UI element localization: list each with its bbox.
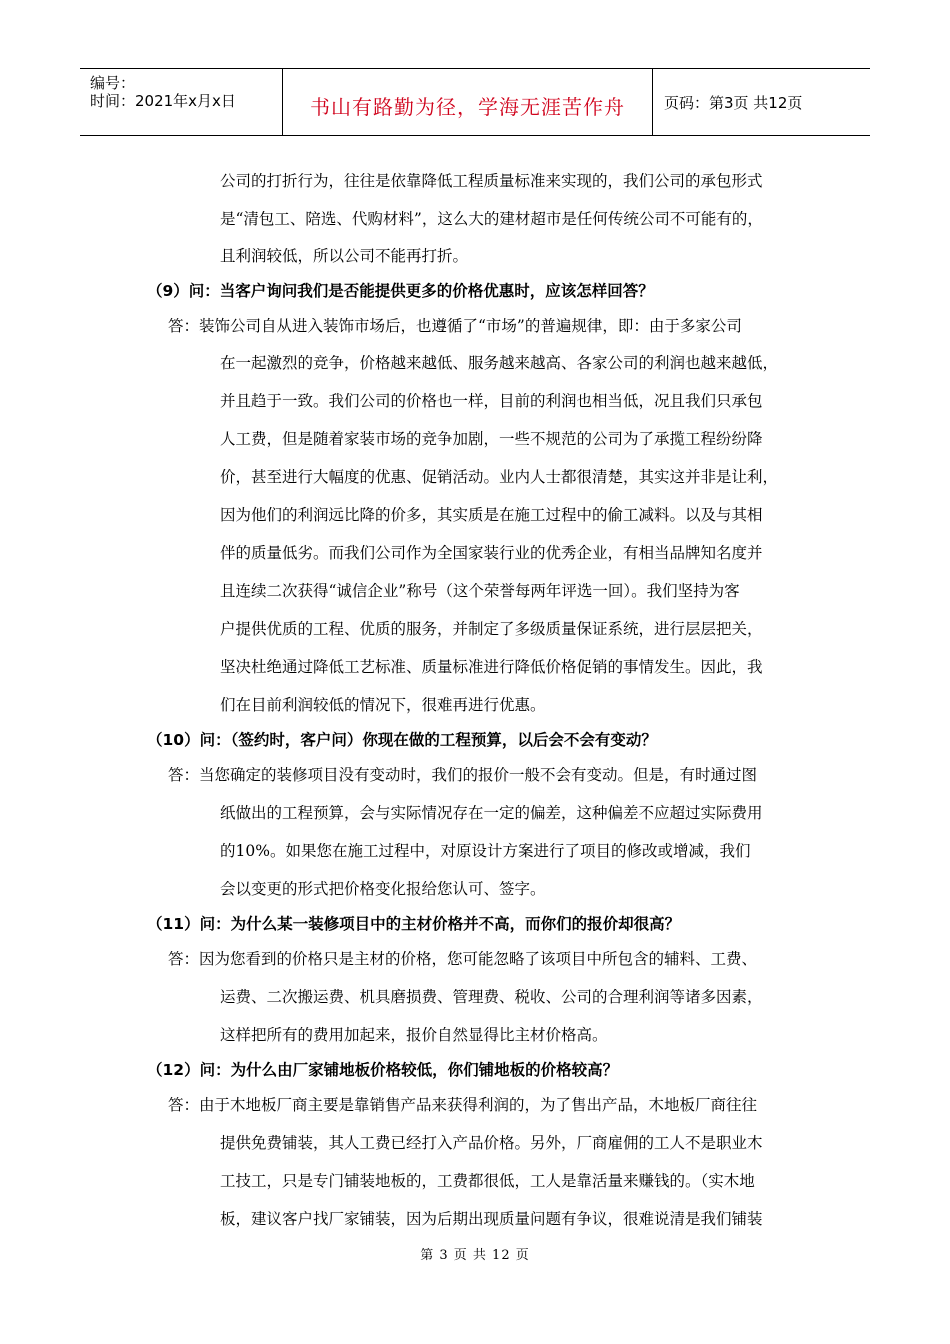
- body-line: 纸做出的工程预算，会与实际情况存在一定的偏差，这种偏差不应超过实际费用: [220, 804, 763, 822]
- body-line: 运费、二次搬运费、机具磨损费、管理费、税收、公司的合理利润等诸多因素，: [220, 988, 763, 1006]
- question-heading: （10）问：（签约时，客户问）你现在做的工程预算，以后会不会有变动？: [147, 731, 657, 749]
- body-line: 提供免费铺装，其人工费已经打入产品价格。另外，厂商雇佣的工人不是职业木: [220, 1134, 763, 1152]
- body-line: 板，建议客户找厂家铺装，因为后期出现质量问题有争议，很难说清是我们铺装: [220, 1210, 763, 1228]
- body-line: 伴的质量低劣。而我们公司作为全国家装行业的优秀企业，有相当品牌知名度并: [220, 544, 763, 562]
- header-meta: [80, 69, 280, 135]
- answer-line: 答：因为您看到的价格只是主材的价格，您可能忽略了该项目中所包含的辅料、工费、: [168, 950, 758, 968]
- question-heading: （11）问：为什么某一装修项目中的主材价格并不高，而你们的报价却很高？: [147, 915, 681, 933]
- body-line: 在一起激烈的竞争，价格越来越低、服务越来越高、各家公司的利润也越来越低，: [220, 354, 779, 372]
- body-line: 因为他们的利润远比降的价多，其实质是在施工过程中的偷工减料。以及与其相: [220, 506, 763, 524]
- body-line: 且连续二次获得“诚信企业”称号（这个荣誉每两年评选一回）。我们坚持为客: [220, 582, 740, 600]
- time-label: 时间：2021年x月x日: [90, 92, 236, 110]
- body-line: 价，甚至进行大幅度的优惠、促销活动。业内人士都很清楚，其实这并非是让利，: [220, 468, 779, 486]
- body-line: 且利润较低，所以公司不能再打折。: [220, 247, 469, 265]
- answer-line: 答：装饰公司自从进入装饰市场后，也遵循了“市场”的普遍规律，即：由于多家公司: [168, 317, 742, 335]
- body-line: 的10%。如果您在施工过程中，对原设计方案进行了项目的修改或增减，我们: [220, 842, 751, 860]
- header-page-info: 页码：第3页 共12页: [664, 93, 803, 112]
- body-line: 坚决杜绝通过降低工艺标准、质量标准进行降低价格促销的事情发生。因此，我: [220, 658, 763, 676]
- header-divider: [652, 69, 653, 135]
- answer-line: 答：由于木地板厂商主要是靠销售产品来获得利润的，为了售出产品，木地板厂商往往: [168, 1096, 758, 1114]
- question-heading: （12）问：为什么由厂家铺地板价格较低，你们铺地板的价格较高？: [147, 1061, 619, 1079]
- body-line: 们在目前利润较低的情况下，很难再进行优惠。: [220, 696, 546, 714]
- answer-line: 答：当您确定的装修项目没有变动时，我们的报价一般不会有变动。但是，有时通过图: [168, 766, 758, 784]
- page-header: [80, 68, 870, 136]
- code-label: 编号：: [90, 74, 136, 92]
- question-heading: （9）问：当客户询问我们是否能提供更多的价格优惠时，应该怎样回答？: [147, 282, 654, 300]
- body-line: 这样把所有的费用加起来，报价自然显得比主材价格高。: [220, 1026, 608, 1044]
- body-line: 并且趋于一致。我们公司的价格也一样，目前的利润也相当低，况且我们只承包: [220, 392, 763, 410]
- body-line: 人工费，但是随着家装市场的竞争加剧，一些不规范的公司为了承揽工程纷纷降: [220, 430, 763, 448]
- header-motto: 书山有路勤为径，学海无涯苦作舟: [310, 94, 625, 119]
- body-line: 公司的打折行为，往往是依靠降低工程质量标准来实现的，我们公司的承包形式: [220, 172, 763, 190]
- body-line: 是“清包工、陪选、代购材料”，这么大的建材超市是任何传统公司不可能有的，: [220, 210, 763, 228]
- body-line: 会以变更的形式把价格变化报给您认可、签字。: [220, 880, 546, 898]
- body-line: 工技工，只是专门铺装地板的，工费都很低，工人是靠活量来赚钱的。（实木地: [220, 1172, 755, 1190]
- body-line: 户提供优质的工程、优质的服务，并制定了多级质量保证系统，进行层层把关，: [220, 620, 763, 638]
- page-footer: 第 3 页 共 12 页: [420, 1248, 530, 1263]
